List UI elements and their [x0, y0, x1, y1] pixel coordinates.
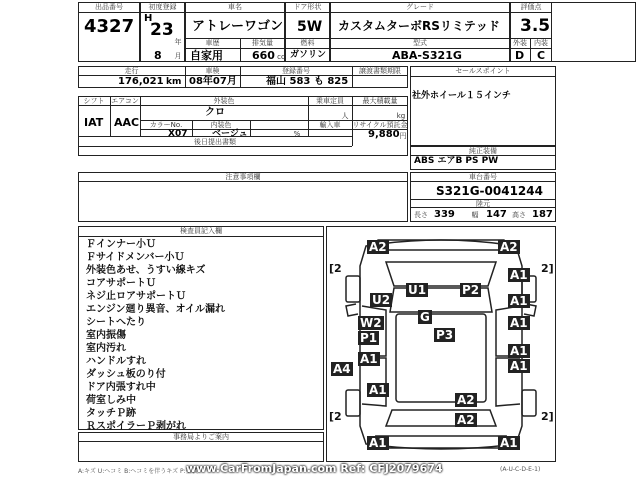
note-line: 荷室しみ中 — [86, 395, 136, 406]
damage-mark: A1 — [510, 268, 528, 282]
width-label: 幅 — [471, 211, 479, 219]
percent-unit: % — [293, 130, 301, 138]
cc-unit: cc — [277, 53, 285, 61]
sales-point: 社外ホイール１５インチ — [412, 91, 511, 101]
month-suffix: 月 — [174, 52, 182, 60]
inspection-date: 08年07月 — [189, 76, 237, 87]
damage-mark: A2 — [500, 240, 518, 254]
length: 339 — [434, 209, 455, 220]
bracket-value: 2 — [334, 262, 342, 275]
int-label: 内装 — [534, 39, 548, 47]
damage-mark: A1 — [360, 352, 378, 366]
bracket-value: 2 — [541, 410, 549, 423]
legend-text: A:キズ U:ヘコミ B:ヘコミを伴うキズ P:塗装 — [78, 468, 198, 475]
km-unit: km — [166, 77, 182, 87]
damage-mark: A2 — [457, 393, 475, 407]
bracket-value: 2 — [541, 262, 549, 275]
length-label: 長さ — [414, 211, 428, 219]
registration-no: 福山 583 も 825 — [266, 76, 349, 87]
mileage-label: 走行 — [124, 67, 139, 75]
transfer-label: 譲渡書類期限 — [359, 67, 401, 75]
ac-label: エアコン — [111, 97, 139, 105]
damage-mark: A1 — [510, 316, 528, 330]
bracket-mark: 2] — [541, 262, 554, 275]
note-line: 室内振傷 — [86, 330, 126, 341]
damage-mark: A1 — [369, 436, 387, 450]
year-suffix: 年 — [174, 38, 182, 46]
sales-point-box — [410, 66, 556, 146]
frame-number: S321G-0041244 — [436, 184, 543, 198]
dims-label: 陸元 — [476, 200, 490, 208]
equipment-label: 純正装備 — [469, 147, 497, 155]
notes-label: 注意事項欄 — [225, 173, 261, 181]
int-color-label: 内装色 — [210, 121, 232, 129]
note-line: ハンドルすれ — [86, 356, 146, 367]
model-label: 型式 — [413, 39, 427, 47]
note-line: ドア内張すれ中 — [86, 382, 156, 393]
shift-label: シフト — [83, 97, 105, 105]
damage-mark: A2 — [457, 413, 475, 427]
lot-label: 出品番号 — [95, 3, 123, 11]
ac: AAC — [114, 116, 140, 129]
height: 187 — [532, 209, 553, 220]
frame-label: 車台番号 — [469, 173, 497, 181]
damage-mark: P2 — [462, 283, 480, 297]
retrofit-label: 後日提出書類 — [194, 138, 236, 146]
note-line: タッチＰ跡 — [86, 408, 136, 419]
bracket-mark: [2 — [329, 262, 342, 275]
office-label: 事務局よりご案内 — [173, 433, 229, 441]
grade-label: グレード — [406, 3, 434, 11]
import-label: 輸入車 — [319, 121, 341, 129]
note-line: ＲスポイラーＰ剥がれ — [86, 421, 186, 432]
damage-mark: A4 — [333, 362, 351, 376]
car-name: アトレーワゴン — [192, 19, 284, 34]
note-line: ネジ止ロアサポートＵ — [86, 291, 186, 302]
yen-unit: 円 — [399, 132, 407, 140]
ext-label: 外装 — [513, 39, 527, 47]
damage-mark: A2 — [369, 240, 387, 254]
score-label: 評価点 — [520, 3, 542, 11]
damage-mark: A1 — [369, 383, 387, 397]
note-line: Ｆサイドメンバー小Ｕ — [86, 252, 185, 263]
damage-mark: W2 — [360, 316, 382, 330]
max-load-label: 最大積載量 — [362, 97, 398, 105]
color-no-label: カラーNo. — [149, 121, 183, 129]
note-line: 外装色あせ、うすい線キズ — [86, 265, 206, 276]
bracket-mark: [2 — [329, 410, 342, 423]
damage-mark: U1 — [408, 283, 427, 297]
damage-mark: G — [420, 310, 430, 324]
recycle-label: リサイクル預託金 — [352, 121, 408, 129]
damage-mark: P1 — [360, 331, 378, 345]
note-line: コアサポートＵ — [86, 278, 156, 289]
damage-mark: A1 — [510, 359, 528, 373]
use-label: 車歴 — [205, 39, 220, 47]
inspection-title: 検査員記入欄 — [180, 227, 222, 235]
recycle-fee: 9,880 — [368, 129, 400, 140]
displacement: 660 — [252, 49, 275, 62]
registration-label: 登録番号 — [282, 67, 310, 75]
grade: カスタムターボRSリミテッド — [338, 19, 500, 33]
damage-mark: A1 — [510, 344, 528, 358]
bracket-mark: 2] — [541, 410, 554, 423]
height-label: 高さ — [512, 211, 526, 219]
era: H — [144, 13, 153, 24]
inspection-notes — [86, 238, 225, 433]
fuel-label: 燃料 — [300, 39, 315, 47]
mileage: 176,021 — [118, 76, 164, 87]
sales-point-label: セールスポイント — [455, 67, 511, 75]
bracket-value: 2 — [334, 410, 342, 423]
damage-mark: A1 — [500, 436, 518, 450]
note-line: Ｆインナー小Ｕ — [86, 239, 156, 250]
displacement-label: 排気量 — [252, 39, 273, 47]
car-name-label: 車名 — [228, 3, 242, 11]
note-line: シートへたり — [86, 317, 146, 328]
watermark: www.CarFromJapan.com Ref: CFJ2079674 — [186, 462, 443, 475]
color-no: X07 — [168, 129, 188, 139]
door-type: 5W — [297, 19, 323, 35]
note-line: ダッシュ板のり付 — [86, 369, 166, 380]
damage-mark: P3 — [436, 328, 454, 342]
use: 自家用 — [190, 49, 223, 62]
first-reg-label: 初度登録 — [148, 3, 177, 11]
ext-color: クロ — [205, 107, 225, 118]
capacity-label: 乗車定員 — [316, 97, 344, 105]
damage-mark: A1 — [510, 294, 528, 308]
ext-color-label: 外装色 — [213, 97, 235, 105]
fuel: ガソリン — [290, 50, 327, 60]
note-line: エンジン廻り異音、オイル漏れ — [86, 304, 225, 315]
note-line: 室内汚れ — [86, 343, 126, 354]
legend-code: (A-U-C-D-E-1) — [500, 466, 541, 473]
reg-year: 23 — [150, 20, 174, 40]
score: 3.5 — [520, 16, 551, 36]
lot-number: 4327 — [84, 16, 135, 37]
ext-score: D — [515, 49, 525, 62]
reg-month: 8 — [154, 49, 162, 62]
int-score: C — [537, 49, 546, 62]
person-unit: 人 — [341, 112, 349, 120]
equipment: ABS エアB PS PW — [414, 156, 499, 166]
door-label: ドア形状 — [293, 3, 322, 11]
shift: IAT — [84, 116, 104, 129]
damage-mark: U2 — [372, 293, 391, 307]
model: ABA-S321G — [392, 49, 462, 62]
inspection-label: 車検 — [205, 67, 220, 75]
int-color: ベージュ — [212, 129, 248, 139]
kg-unit: kg — [396, 112, 406, 120]
width: 147 — [486, 209, 507, 220]
